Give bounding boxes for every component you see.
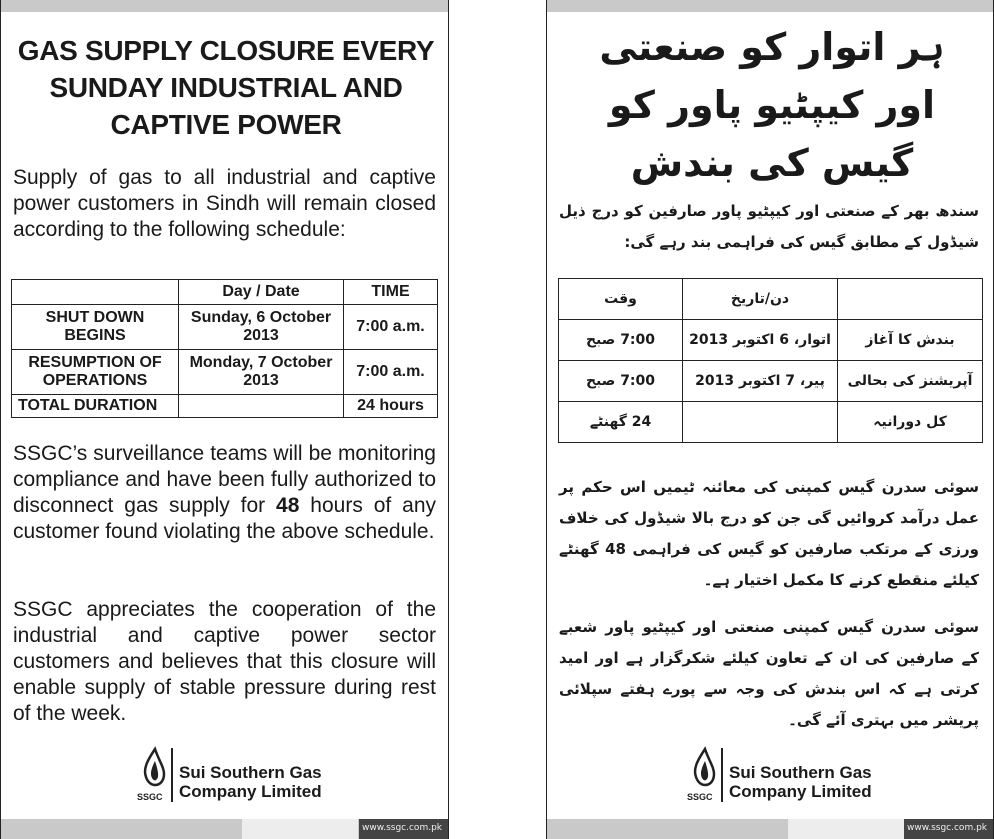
table-header-row [12, 280, 438, 305]
header-cell-date: Day / Date [179, 280, 344, 305]
row-label: بندش کا آغاز [838, 320, 983, 361]
footer-url: www.ssgc.com.pk [361, 823, 442, 833]
header-cell-time: TIME [344, 280, 438, 305]
table-row [12, 395, 438, 418]
bottom-bar [547, 819, 993, 839]
logo-abbr: SSGC [137, 792, 163, 802]
urdu-paragraph-surveillance: سوئی سدرن گیس کمپنی کی معائنہ ٹیمیں اس حکم پر عمل درآمد کروائیں گی جن کو درج بالا شیڈول کی خلاف ورزی کے مرتکب صارفین کو گیس کی فراہمی 48 گھنٹے کیلئے منقطع کرنے کا مکمل اختیار ہے۔ [559, 478, 979, 589]
ssgc-logo [137, 745, 387, 805]
para2-hours-bold: 48 [276, 494, 300, 517]
bottom-bar-segment [242, 819, 358, 839]
english-title: GAS SUPPLY CLOSURE EVERY SUNDAY INDUSTRIAL AND CAPTIVE POWER [17, 35, 435, 140]
row-label: آپریشنز کی بحالی [838, 361, 983, 402]
row-time: 7:00 صبح [559, 361, 683, 402]
company-name-line2: Company Limited [729, 782, 872, 801]
para2-text-end: hours of any customer found violating the above schedule. [13, 494, 436, 543]
top-bar [1, 0, 448, 12]
row-label: کل دورانیہ [838, 402, 983, 443]
row-label: RESUMPTION OF OPERATIONS [12, 350, 179, 395]
table-row [559, 320, 983, 361]
table-header-row [559, 279, 983, 320]
row-time: 7:00 صبح [559, 320, 683, 361]
table-row [12, 350, 438, 395]
logo-divider [171, 748, 173, 802]
english-intro: Supply of gas to all industrial and captive power customers in Sindh will remain closed according to the following schedule: [13, 166, 436, 241]
urdu-title: ہر اتوار کو صنعتی اور کیپٹیو پاور کو گیس کی بندش [599, 25, 945, 185]
english-paragraph-appreciation: SSGC appreciates the cooperation of the industrial and captive power sector customers and believes that this closure will enable supply of stable pressure during rest of the week. [13, 598, 436, 725]
header-cell-empty [12, 280, 179, 305]
para2-text-start: SSGC’s surveillance teams will be monitoring compliance and have been fully authorized to disconnect gas supply for [13, 442, 436, 517]
row-date: پیر، 7 اکتوبر 2013 [683, 361, 838, 402]
english-paragraph-surveillance [13, 441, 436, 545]
table-row [559, 402, 983, 443]
header-cell-empty [838, 279, 983, 320]
english-ad-panel [0, 0, 449, 839]
row-date [179, 395, 344, 418]
row-label: SHUT DOWN BEGINS [12, 305, 179, 350]
ssgc-logo [687, 745, 937, 805]
row-time: 24 hours [344, 395, 438, 418]
english-schedule-table [11, 279, 438, 418]
footer-url: www.ssgc.com.pk [906, 823, 987, 833]
header-cell-time: وقت [559, 279, 683, 320]
bottom-bar-segment [788, 819, 904, 839]
bottom-bar [1, 819, 448, 839]
row-date: Sunday, 6 October 2013 [179, 305, 344, 350]
company-name-line1: Sui Southern Gas [729, 763, 872, 782]
table-row [559, 361, 983, 402]
row-date: اتوار، 6 اکتوبر 2013 [683, 320, 838, 361]
row-label: TOTAL DURATION [12, 395, 179, 418]
company-name [729, 763, 872, 801]
urdu-intro: سندھ بھر کے صنعتی اور کیپٹیو پاور صارفین کو درج ذیل شیڈول کے مطابق گیس کی فراہمی بند رہے گی: [559, 202, 979, 251]
urdu-ad-panel [546, 0, 994, 839]
row-time: 24 گھنٹے [559, 402, 683, 443]
row-time: 7:00 a.m. [344, 305, 438, 350]
header-cell-date: دن/تاریخ [683, 279, 838, 320]
company-name-line2: Company Limited [179, 782, 322, 801]
company-name-line1: Sui Southern Gas [179, 763, 322, 782]
logo-divider [721, 748, 723, 802]
row-date [683, 402, 838, 443]
row-time: 7:00 a.m. [344, 350, 438, 395]
logo-abbr: SSGC [687, 792, 713, 802]
urdu-paragraph-appreciation: سوئی سدرن گیس کمپنی صنعتی اور کیپٹیو پاور شعبے کے صارفین کی ان کے تعاون کیلئے شکرگزار ہے اور امید کرتی ہے کہ اس بندش کی وجہ سے پورے ہفتے سپلائی پریشر میں بہتری آئے گی۔ [559, 618, 979, 729]
table-row [12, 305, 438, 350]
row-date: Monday, 7 October 2013 [179, 350, 344, 395]
urdu-schedule-table [558, 278, 983, 443]
top-bar [547, 0, 993, 12]
company-name [179, 763, 322, 801]
